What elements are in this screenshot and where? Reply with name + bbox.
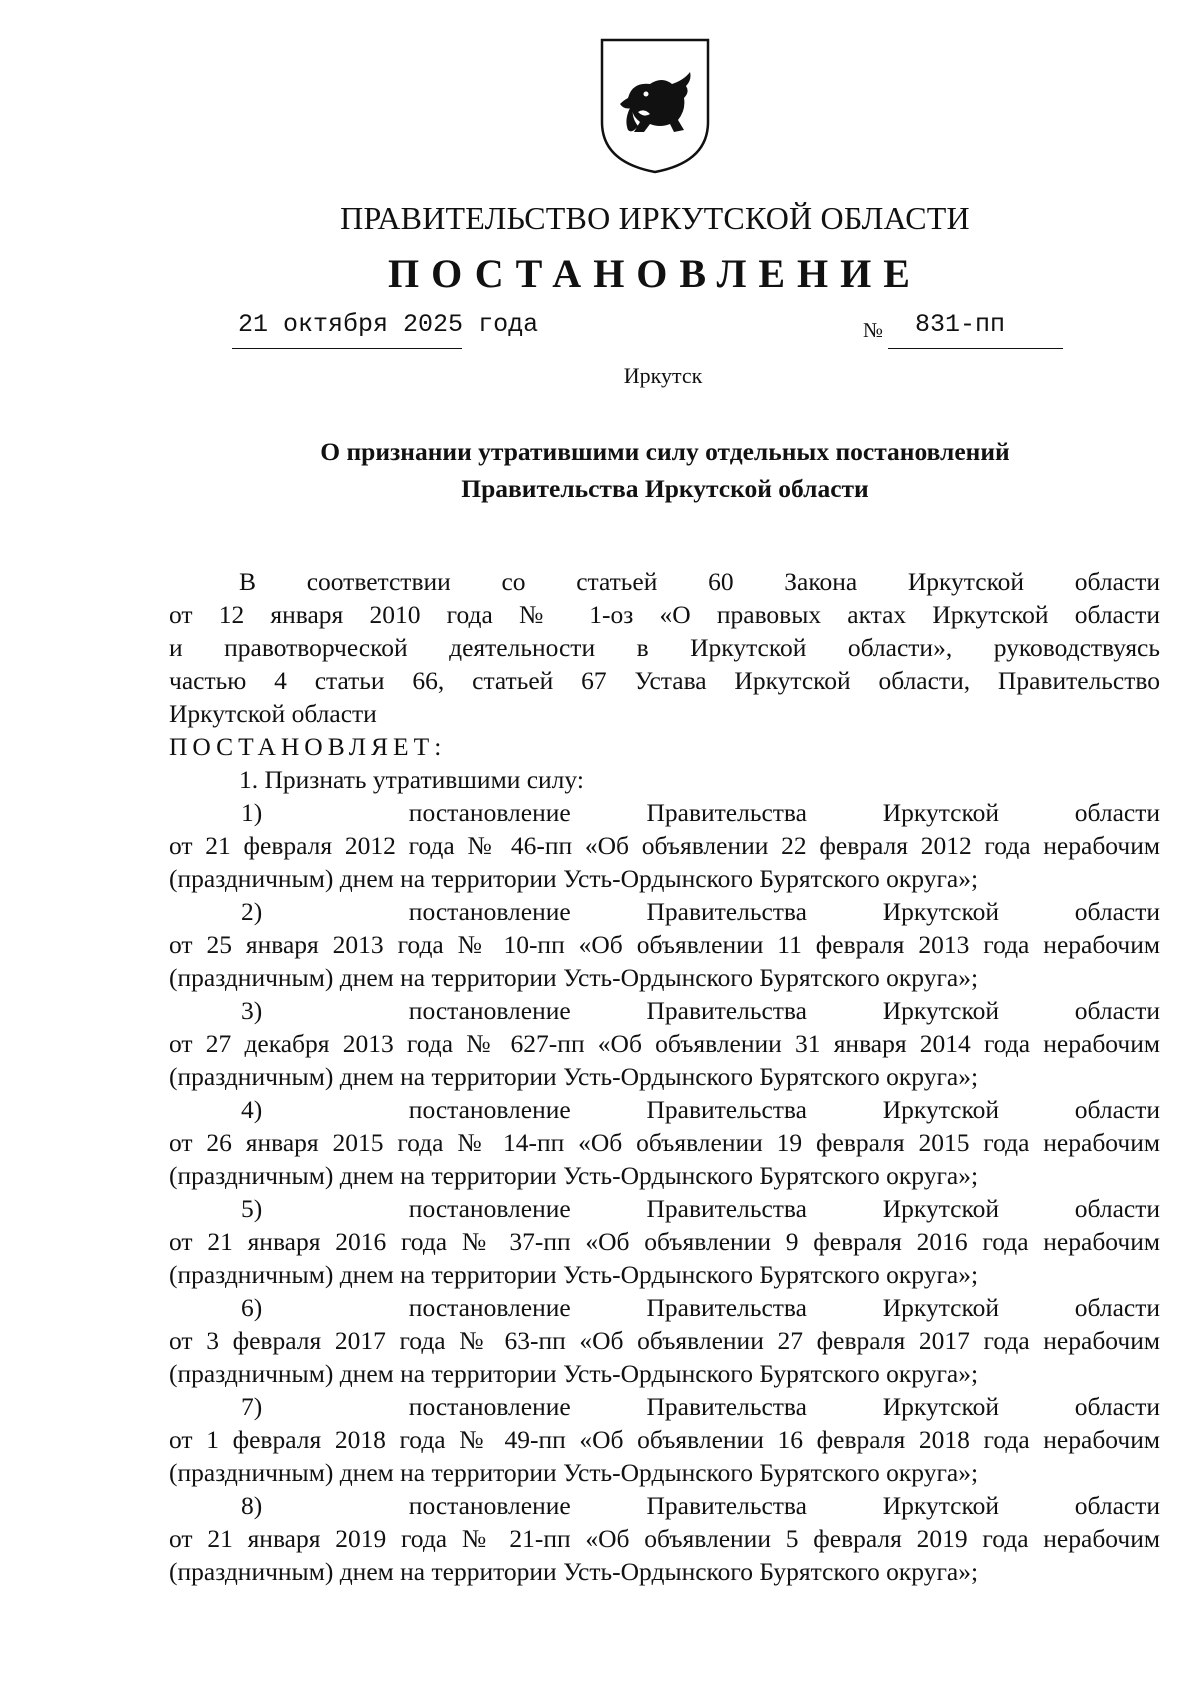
word-pravitelstva: Правительства <box>646 1194 807 1223</box>
city: Иркутск <box>623 363 703 388</box>
word-postanovlenie: постановление <box>408 1392 571 1421</box>
word-oblasti: области <box>1074 897 1161 926</box>
word-oblasti: области <box>1074 1293 1161 1322</box>
list-item <box>169 1489 1160 1588</box>
date-underline <box>232 348 462 349</box>
word-postanovlenie: постановление <box>408 1095 571 1124</box>
word-postanovlenie: постановление <box>408 798 571 827</box>
item-third-line: (праздничным) днем на территории Усть-Ордынского Бурятского округа»; <box>169 864 979 893</box>
item-third-line: (праздничным) днем на территории Усть-Ордынского Бурятского округа»; <box>169 1458 979 1487</box>
number-sign: № <box>863 318 884 342</box>
word-pravitelstva: Правительства <box>646 996 807 1025</box>
list-item <box>169 1390 1160 1489</box>
word-irkutskoy: Иркутской <box>882 1293 999 1322</box>
date-value: 21 октября 2025 <box>238 310 464 339</box>
item-number: 2) <box>241 897 263 926</box>
decree-word: ПОСТАНОВЛЯЕТ: <box>169 732 447 761</box>
number-underline <box>888 348 1063 349</box>
word-pravitelstva: Правительства <box>646 897 807 926</box>
word-postanovlenie: постановление <box>408 1194 571 1223</box>
preamble-line-3: и правотворческой деятельности в Иркутской области», руководствуясь <box>169 633 1160 662</box>
item-third-line: (праздничным) днем на территории Усть-Ордынского Бурятского округа»; <box>169 963 979 992</box>
item-first-line <box>169 994 1160 1027</box>
word-postanovlenie: постановление <box>408 1293 571 1322</box>
item-second-line: от 27 декабря 2013 года № 627-пп «Об объявлении 31 января 2014 года нерабочим <box>169 1029 1160 1058</box>
word-irkutskoy: Иркутской <box>882 897 999 926</box>
word-oblasti: области <box>1074 1491 1161 1520</box>
item-first-line <box>169 1093 1160 1126</box>
item-second-line: от 26 января 2015 года № 14-пп «Об объявлении 19 февраля 2015 года нерабочим <box>169 1128 1160 1157</box>
document-type: ПОСТАНОВЛЕНИЕ <box>388 251 922 296</box>
word-oblasti: области <box>1074 1392 1161 1421</box>
word-oblasti: области <box>1074 1194 1161 1223</box>
list-item <box>169 895 1160 994</box>
list-item <box>169 1093 1160 1192</box>
word-pravitelstva: Правительства <box>646 798 807 827</box>
item-third-line: (праздничным) днем на территории Усть-Ордынского Бурятского округа»; <box>169 1557 979 1586</box>
item-number: 7) <box>241 1392 263 1421</box>
coat-of-arms-icon <box>598 36 712 176</box>
item-second-line: от 21 января 2019 года № 21-пп «Об объявлении 5 февраля 2019 года нерабочим <box>169 1524 1160 1553</box>
preamble-line-1: В соответствии со статьей 60 Закона Иркутской области <box>239 567 1160 596</box>
word-pravitelstva: Правительства <box>646 1293 807 1322</box>
word-irkutskoy: Иркутской <box>882 1392 999 1421</box>
item-number: 1) <box>241 798 263 827</box>
item-number: 5) <box>241 1194 263 1223</box>
word-pravitelstva: Правительства <box>646 1491 807 1520</box>
list-item <box>169 1291 1160 1390</box>
item-first-line <box>169 796 1160 829</box>
word-oblasti: области <box>1074 996 1161 1025</box>
title-line-1: О признании утратившими силу отдельных постановлений <box>320 437 1010 466</box>
item-first-line <box>169 1192 1160 1225</box>
document-title <box>170 433 1160 507</box>
list-item <box>169 994 1160 1093</box>
word-irkutskoy: Иркутской <box>882 1095 999 1124</box>
item-number: 3) <box>241 996 263 1025</box>
title-line-2: Правительства Иркутской области <box>461 474 869 503</box>
item-third-line: (праздничным) днем на территории Усть-Ордынского Бурятского округа»; <box>169 1062 979 1091</box>
list-item <box>169 1192 1160 1291</box>
item-first-line <box>169 895 1160 928</box>
word-irkutskoy: Иркутской <box>882 1491 999 1520</box>
document-body <box>169 565 1160 1588</box>
preamble-line-5: Иркутской области <box>169 699 377 728</box>
item-second-line: от 21 января 2016 года № 37-пп «Об объявлении 9 февраля 2016 года нерабочим <box>169 1227 1160 1256</box>
item-number: 4) <box>241 1095 263 1124</box>
preamble-line-2: от 12 января 2010 года № 1-оз «О правовых актах Иркутской области <box>169 600 1160 629</box>
document-number: 831-пп <box>915 310 1006 339</box>
item-third-line: (праздничным) днем на территории Усть-Ордынского Бурятского округа»; <box>169 1161 979 1190</box>
word-irkutskoy: Иркутской <box>882 996 999 1025</box>
item-first-line <box>169 1291 1160 1324</box>
word-irkutskoy: Иркутской <box>882 798 999 827</box>
word-postanovlenie: постановление <box>408 897 571 926</box>
item-first-line <box>169 1489 1160 1522</box>
word-pravitelstva: Правительства <box>646 1392 807 1421</box>
item-second-line: от 21 февраля 2012 года № 46-пп «Об объявлении 22 февраля 2012 года нерабочим <box>169 831 1160 860</box>
item-second-line: от 25 января 2013 года № 10-пп «Об объявлении 11 февраля 2013 года нерабочим <box>169 930 1160 959</box>
item-second-line: от 1 февраля 2018 года № 49-пп «Об объявлении 16 февраля 2018 года нерабочим <box>169 1425 1160 1454</box>
item-number: 8) <box>241 1491 263 1520</box>
list-item <box>169 796 1160 895</box>
item-third-line: (праздничным) днем на территории Усть-Ордынского Бурятского округа»; <box>169 1260 979 1289</box>
document-date <box>238 310 538 339</box>
government-name: ПРАВИТЕЛЬСТВО ИРКУТСКОЙ ОБЛАСТИ <box>340 200 970 236</box>
date-suffix: года <box>478 310 539 339</box>
item-second-line: от 3 февраля 2017 года № 63-пп «Об объявлении 27 февраля 2017 года нерабочим <box>169 1326 1160 1355</box>
item-number: 6) <box>241 1293 263 1322</box>
item-third-line: (праздничным) днем на территории Усть-Ордынского Бурятского округа»; <box>169 1359 979 1388</box>
word-pravitelstva: Правительства <box>646 1095 807 1124</box>
item-first-line <box>169 1390 1160 1423</box>
repealed-acts-list <box>169 796 1160 1588</box>
word-irkutskoy: Иркутской <box>882 1194 999 1223</box>
word-postanovlenie: постановление <box>408 1491 571 1520</box>
preamble-line-4: частью 4 статьи 66, статьей 67 Устава Иркутской области, Правительство <box>169 666 1160 695</box>
word-postanovlenie: постановление <box>408 996 571 1025</box>
point-1: 1. Признать утратившими силу: <box>239 765 584 794</box>
word-oblasti: области <box>1074 798 1161 827</box>
word-oblasti: области <box>1074 1095 1161 1124</box>
